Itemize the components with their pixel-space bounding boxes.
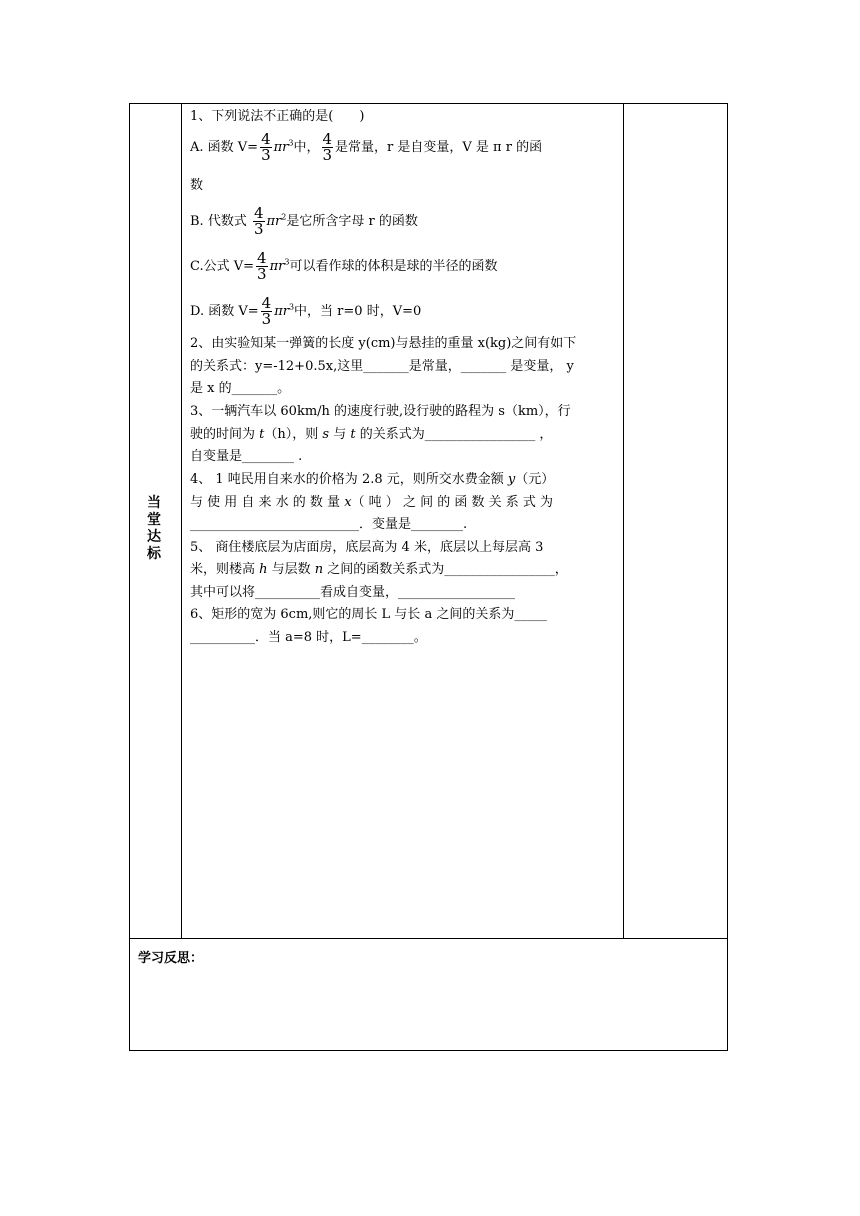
- column-divider-right: [623, 103, 624, 939]
- question-5-line-2: 米，则楼高 h 与层数 n 之间的函数关系式为_________________，: [190, 562, 568, 577]
- question-6-line-1: 6、矩形的宽为 6cm,则它的周长 L 与长 a 之间的关系为_____: [190, 607, 547, 622]
- reflection-label: 学习反思：: [138, 951, 204, 966]
- question-5-line-3: 其中可以将__________看成自变量，__________________: [190, 585, 516, 600]
- question-3-line-1: 3、一辆汽车以 60km/h 的速度行驶,设行驶的路程为 s（km），行: [190, 404, 571, 419]
- question-5-line-1: 5、 商住楼底层为店面房，底层高为 4 米，底层以上每层高 3: [190, 540, 544, 555]
- question-4-line-1: 4、 1 吨民用自来水的价格为 2.8 元，则所交水费金额 y（元）: [190, 472, 555, 487]
- fraction: $\frac{4}{3}$: [253, 204, 264, 238]
- row-divider: [129, 938, 728, 939]
- question-2-line-2: 的关系式：y=-12+0.5x,这里_______是常量，_______ 是变量， y: [190, 359, 574, 374]
- section-label-in-class-practice: 当 堂 达 标: [147, 495, 161, 562]
- question-2-line-1: 2、由实验知某一弹簧的长度 y(cm)与悬挂的重量 x(kg)之间有如下: [190, 336, 577, 351]
- question-6-line-2: __________．当 a=8 时，L=________。: [190, 630, 427, 645]
- fraction: $\frac{4}{3}$: [261, 130, 271, 164]
- question-1-option-c: C.公式 V= $\frac{4}{3}$ $\pi r^3$可以看作球的体积是球的半径的函数: [190, 249, 498, 283]
- question-1-option-a-cont: 数: [190, 178, 204, 193]
- question-4-line-2: 与 使 用 自 来 水 的 数 量 x（ 吨 ） 之 间 的 函 数 关 系 式 为: [190, 495, 554, 510]
- column-divider-left: [181, 103, 182, 939]
- question-1-option-b: B. 代数式 $\frac{4}{3}$ $\pi r^2$是它所含字母 r 的函数: [190, 204, 418, 238]
- question-4-line-3: __________________________．变量是________.: [190, 517, 468, 532]
- question-1-option-a: A. 函数 V= $\frac{4}{3}$ $\pi r^3$中， $\frac{4}{3}$ 是常量，r 是自变量，V 是 π r 的函: [190, 130, 543, 164]
- question-3-line-3: 自变量是________ .: [190, 449, 303, 464]
- fraction: $\frac{4}{3}$: [322, 130, 333, 164]
- question-1-stem: 1、下列说法不正确的是( ): [190, 109, 365, 124]
- question-1-option-d: D. 函数 V= $\frac{4}{3}$ $\pi r^3$中，当 r=0 时，V=0: [190, 294, 422, 328]
- fraction: $\frac{4}{3}$: [257, 249, 267, 283]
- fraction: $\frac{4}{3}$: [261, 294, 272, 328]
- question-3-line-2: 驶的时间为 t（h），则 s 与 t 的关系式为_________________ ，: [190, 427, 553, 442]
- question-2-line-3: 是 x 的_______。: [190, 381, 291, 396]
